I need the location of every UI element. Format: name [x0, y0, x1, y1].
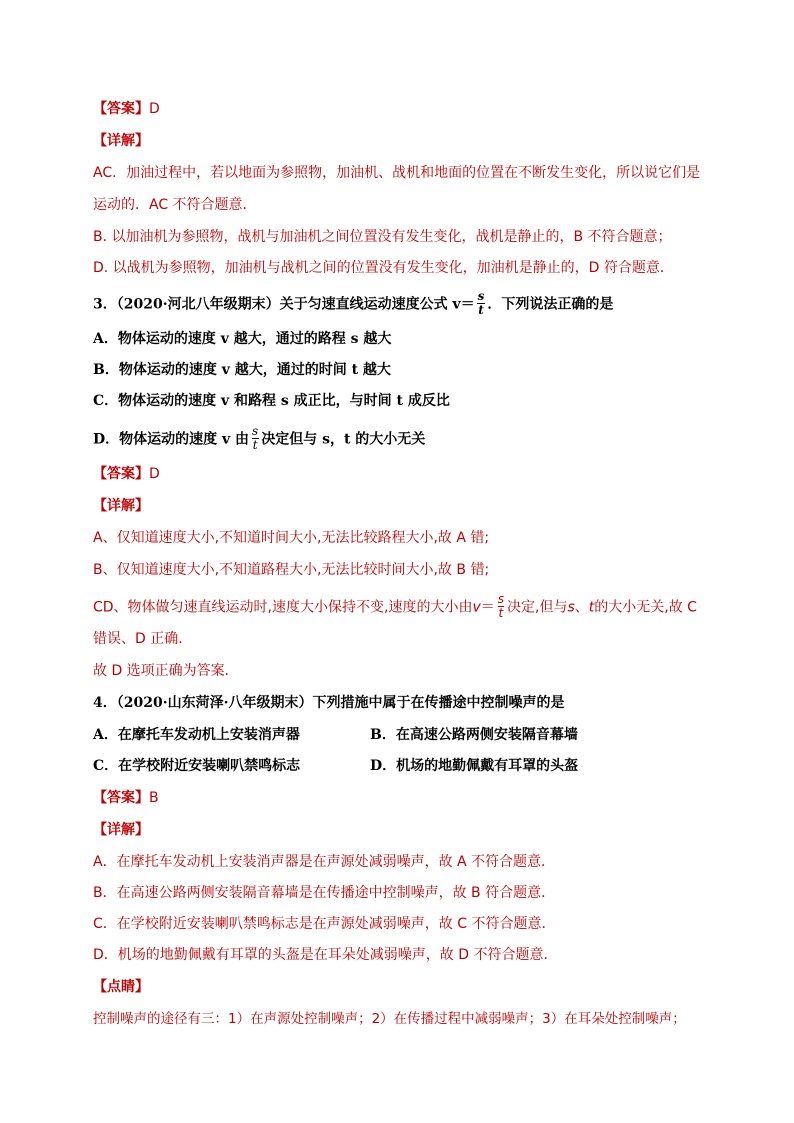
- variable-s: s: [567, 599, 575, 616]
- option-text: 决定但与 s，t 的大小无关: [261, 431, 426, 448]
- explanation-line: AC．加油过程中，若以地面为参照物，加油机、战机和地面的位置在不断发生变化，所以说它们是: [93, 165, 701, 181]
- options-row: [93, 756, 713, 776]
- question-4-stem: 4．（2020·山东菏泽·八年级期末）下列措施中属于在传播途中控制噪声的是: [93, 695, 565, 711]
- detail-tag: 【详解】: [93, 822, 149, 838]
- option-c: C．物体运动的速度 v 和路程 s 成正比，与时间 t 成反比: [93, 393, 450, 409]
- variable-t: t: [588, 599, 595, 616]
- fraction-denominator: t: [252, 438, 258, 452]
- option-text: D．物体运动的速度 v 由: [93, 431, 250, 448]
- explanation-line: 错误、D 正确．: [93, 631, 193, 647]
- fraction-numerator: s: [252, 424, 259, 438]
- answer-value: D: [149, 466, 160, 482]
- variable-v: v: [472, 599, 481, 616]
- explanation-line: B、仅知道速度大小,不知道路程大小,无法比较时间大小,故 B 错;: [93, 562, 490, 578]
- explanation-line: A、仅知道速度大小,不知道时间大小,无法比较路程大小,故 A 错;: [93, 530, 490, 546]
- detail-heading: [93, 131, 149, 151]
- answer-tag: 【答案】: [93, 790, 149, 806]
- explanation-line: D．机场的地勤佩戴有耳罩的头盔是在耳朵处减弱噪声，故 D 不符合题意．: [93, 947, 558, 963]
- explanation-line: A．在摩托车发动机上安装消声器是在声源处减弱噪声，故 A 不符合题意．: [93, 854, 556, 870]
- answer-line: [93, 788, 159, 808]
- explanation-line: B．在高速公路两侧安装隔音幕墙是在传播途中控制噪声，故 B 符合题意．: [93, 885, 556, 901]
- text-segment: 的大小无关,故 C: [594, 599, 697, 616]
- option-d: [93, 426, 425, 453]
- equals-sign: ＝: [480, 599, 495, 616]
- note-heading: [93, 977, 149, 997]
- speed-formula-fraction: [497, 593, 505, 620]
- option-b: B．物体运动的速度 v 越大，通过的时间 t 越大: [93, 362, 391, 378]
- option-a: A．在摩托车发动机上安装消声器: [93, 727, 300, 743]
- explanation-line: 故 D 选项正确为答案．: [93, 663, 239, 679]
- option-b: B．在高速公路两侧安装隔音幕墙: [370, 727, 578, 743]
- explanation-line: C．在学校附近安装喇叭禁鸣标志是在声源处减弱噪声，故 C 不符合题意．: [93, 916, 556, 932]
- option-d-fraction: [251, 425, 259, 452]
- explanation-line: [93, 594, 697, 621]
- option-a: A．物体运动的速度 v 越大，通过的路程 s 越大: [93, 331, 392, 347]
- explanation-line: 运动的．AC 不符合题意．: [93, 197, 257, 213]
- option-c: C．在学校附近安装喇叭禁鸣标志: [93, 758, 301, 774]
- text-segment: 决定,但与: [507, 599, 568, 616]
- note-tag: 【点睛】: [93, 979, 149, 995]
- text-segment: CD、物体做匀速直线运动时,速度大小保持不变,速度的大小由: [93, 599, 473, 616]
- answer-tag: 【答案】: [93, 101, 149, 117]
- answer-value: D: [149, 101, 160, 117]
- answer-tag: 【答案】: [93, 466, 149, 482]
- explanation-line: D. 以战机为参照物，加油机与战机之间的位置没有发生变化，加油机是静止的，D 符合题意．: [93, 260, 674, 276]
- answer-line: [93, 99, 160, 119]
- stem-text: ．下列说法正确的是: [487, 296, 614, 313]
- detail-tag: 【详解】: [93, 133, 149, 149]
- answer-value: B: [149, 790, 159, 806]
- explanation-line: 控制噪声的途径有三：1）在声源处控制噪声；2）在传播过程中减弱噪声；3）在耳朵处控制噪声；: [93, 1011, 686, 1027]
- detail-heading: [93, 820, 149, 840]
- detail-tag: 【详解】: [93, 498, 149, 514]
- question-3-stem: [93, 291, 613, 318]
- fraction-numerator: s: [497, 592, 505, 606]
- answer-line: [93, 464, 160, 484]
- options-row: [93, 725, 713, 745]
- detail-heading: [93, 496, 149, 516]
- text-segment: 、: [574, 599, 589, 616]
- speed-formula-fraction: [477, 290, 486, 317]
- stem-text: 3．（2020·河北八年级期末）关于匀速直线运动速度公式 v＝: [93, 296, 475, 313]
- fraction-denominator: t: [478, 303, 484, 317]
- explanation-line: B. 以加油机为参照物，战机与加油机之间位置没有发生变化，战机是静止的，B 不符合题意；: [93, 229, 672, 245]
- option-d: D．机场的地勤佩戴有耳罩的头盔: [370, 758, 579, 774]
- fraction-denominator: t: [498, 606, 504, 620]
- fraction-numerator: s: [477, 289, 485, 303]
